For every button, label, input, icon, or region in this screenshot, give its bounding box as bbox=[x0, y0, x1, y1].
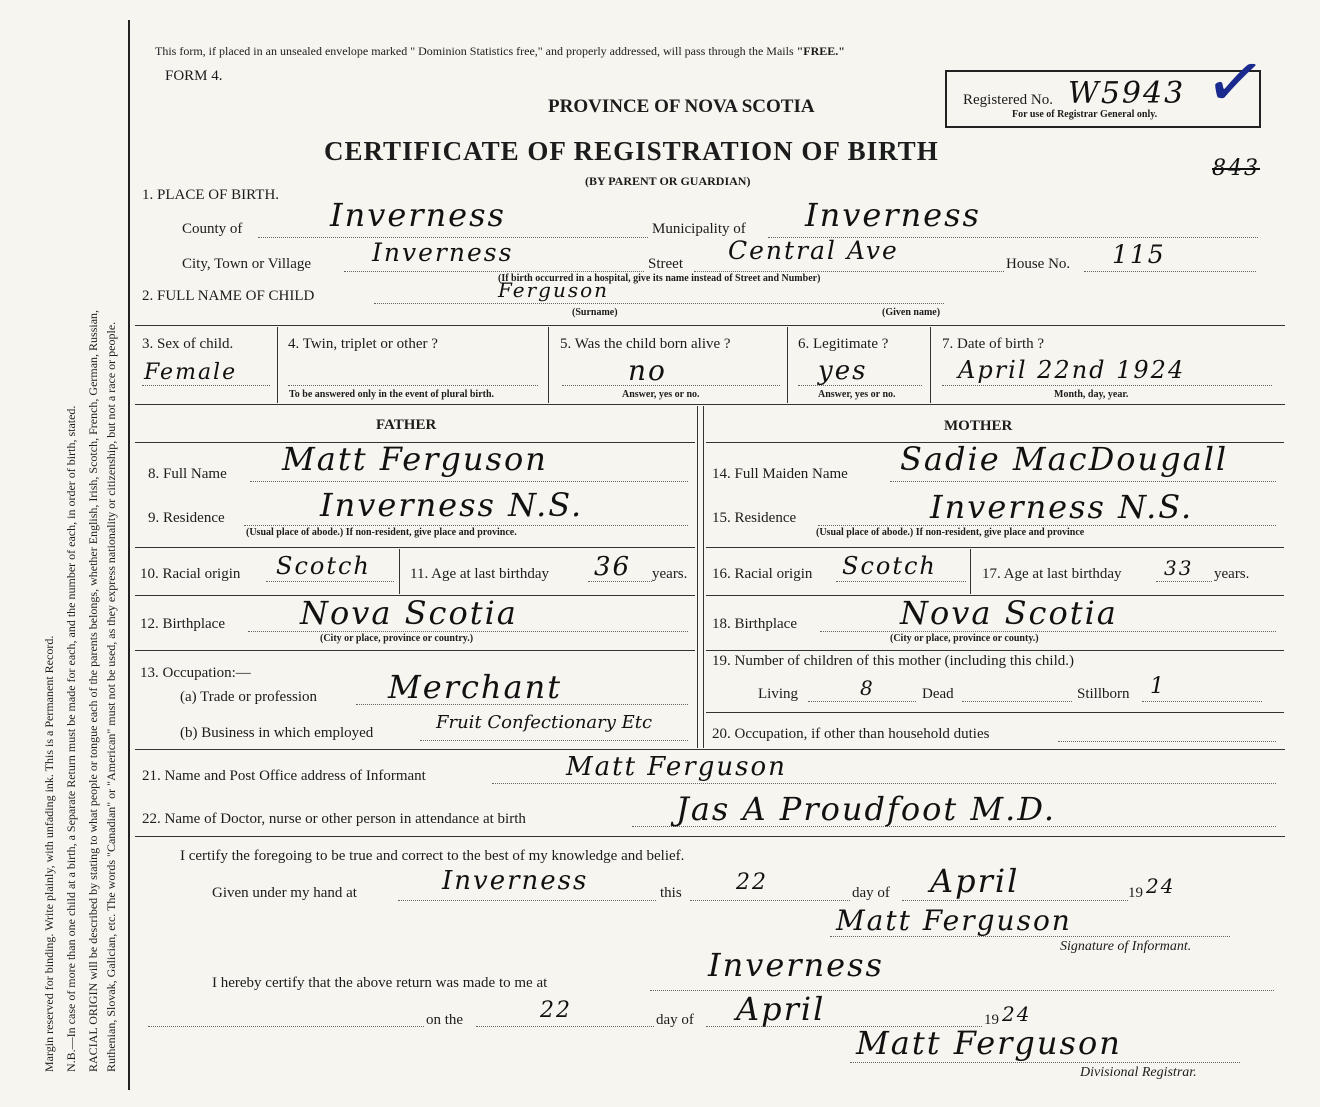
stillborn-value: 1 bbox=[1150, 674, 1166, 699]
mother-age-value: 33 bbox=[1164, 556, 1194, 580]
mother-age-line bbox=[1156, 581, 1212, 582]
year-prefix: 19 bbox=[1128, 885, 1143, 901]
mother-name-line bbox=[890, 481, 1276, 482]
municipality-value: Inverness bbox=[805, 196, 981, 234]
city-value: Inverness bbox=[372, 238, 514, 267]
check-mark-icon: ✓ bbox=[1199, 36, 1271, 128]
registrar-signature-line bbox=[850, 1062, 1240, 1063]
informant-label: 21. Name and Post Office address of Informant bbox=[142, 768, 426, 784]
registrar-text: I hereby certify that the above return was made to me at bbox=[212, 975, 548, 991]
given-name-note: (Given name) bbox=[882, 307, 941, 318]
father-heading: FATHER bbox=[376, 417, 437, 433]
father-trade-value: Merchant bbox=[388, 668, 563, 706]
father-race-label: 10. Racial origin bbox=[140, 566, 241, 582]
registrar-month-value: April bbox=[736, 990, 826, 1028]
mother-race-divider bbox=[970, 549, 971, 594]
city-line bbox=[344, 271, 644, 272]
stillborn-line bbox=[1142, 701, 1262, 702]
given-place-line bbox=[398, 900, 656, 901]
informant-line bbox=[492, 783, 1276, 784]
margin-note-2: N.B.—In case of more than one child at a birth, a Separate Return must be made for each, and the number of each, in order of birth, stated. bbox=[64, 405, 78, 1072]
mother-race-label: 16. Racial origin bbox=[712, 566, 813, 582]
informant-value: Matt Ferguson bbox=[566, 752, 787, 782]
mail-notice-free: "FREE." bbox=[796, 44, 845, 58]
certify-text: I certify the foregoing to be true and correct to the best of my knowledge and belief. bbox=[180, 848, 685, 864]
margin-note-1: Margin reserved for binding. Write plainly, with unfading ink. This is a Permanent Record. bbox=[42, 635, 56, 1072]
mother-residence-value: Inverness N.S. bbox=[930, 488, 1194, 526]
registrar-day-of-label: day of bbox=[656, 1012, 694, 1028]
certificate-title: CERTIFICATE OF REGISTRATION OF BIRTH bbox=[324, 136, 939, 166]
legitimate-note: Answer, yes or no. bbox=[818, 389, 896, 400]
father-age-value: 36 bbox=[594, 552, 632, 582]
dob-note: Month, day, year. bbox=[1054, 389, 1129, 400]
father-name-label: 8. Full Name bbox=[148, 466, 227, 482]
row-rule-top bbox=[135, 325, 1285, 326]
father-race-value: Scotch bbox=[276, 552, 371, 580]
father-trade-label: (a) Trade or profession bbox=[180, 689, 318, 705]
twin-line bbox=[288, 385, 538, 386]
form-number: FORM 4. bbox=[165, 68, 223, 84]
mother-birthplace-value: Nova Scotia bbox=[900, 594, 1118, 632]
dob-value: April 22nd 1924 bbox=[958, 356, 1186, 384]
mother-name-value: Sadie MacDougall bbox=[900, 440, 1229, 478]
father-occupation-label: 13. Occupation:— bbox=[140, 665, 251, 681]
living-value: 8 bbox=[860, 676, 875, 700]
house-line bbox=[1084, 271, 1256, 272]
father-birthplace-note: (City or place, province or country.) bbox=[320, 633, 474, 644]
registrar-year-prefix: 19 bbox=[984, 1012, 999, 1028]
mother-residence-label: 15. Residence bbox=[712, 510, 797, 526]
rule-12 bbox=[135, 650, 695, 651]
registrar-day-value: 22 bbox=[540, 998, 572, 1023]
mother-age-label: 17. Age at last birthday bbox=[982, 566, 1122, 582]
certificate-subtitle: (BY PARENT OR GUARDIAN) bbox=[585, 174, 751, 188]
rule-9 bbox=[135, 547, 695, 548]
father-race-divider bbox=[399, 549, 400, 594]
center-rule-b bbox=[703, 406, 704, 748]
cert-rule bbox=[135, 836, 1285, 837]
registrar-year-value: 24 bbox=[1002, 1002, 1032, 1026]
sex-value: Female bbox=[144, 360, 238, 385]
this-label: this bbox=[660, 885, 682, 901]
margin-number: 843 bbox=[1212, 156, 1260, 181]
municipality-label: Municipality of bbox=[652, 221, 746, 237]
mother-occupation-line bbox=[1058, 741, 1276, 742]
street-value: Central Ave bbox=[728, 236, 899, 265]
street-label: Street bbox=[648, 256, 683, 272]
month-line bbox=[902, 900, 1128, 901]
father-name-value: Matt Ferguson bbox=[282, 440, 548, 478]
mail-notice bbox=[155, 44, 845, 59]
day-line bbox=[690, 900, 850, 901]
house-value: 115 bbox=[1112, 240, 1166, 269]
center-rule bbox=[697, 406, 698, 748]
rule-15 bbox=[706, 547, 1284, 548]
born-alive-value: no bbox=[628, 354, 667, 387]
registrar-only-note: For use of Registrar General only. bbox=[1012, 109, 1158, 120]
father-birthplace-value: Nova Scotia bbox=[300, 594, 518, 632]
legitimate-value: yes bbox=[818, 356, 868, 386]
hospital-note: (If birth occurred in a hospital, give its name instead of Street and Number) bbox=[498, 273, 821, 284]
doctor-value: Jas A Proudfoot M.D. bbox=[676, 790, 1056, 828]
born-alive-label: 5. Was the child born alive ? bbox=[560, 336, 731, 352]
registrar-place-value: Inverness bbox=[708, 946, 884, 984]
sex-label: 3. Sex of child. bbox=[142, 336, 234, 352]
given-label: Given under my hand at bbox=[212, 885, 357, 901]
father-age-unit: years. bbox=[652, 566, 688, 582]
margin-note-3: RACIAL ORIGIN will be described by stating to what people or tongue each of the parents belongs, whether English, Irish, Scotch, French, German, Russian, bbox=[86, 309, 100, 1072]
child-surname-value: Ferguson bbox=[498, 278, 610, 302]
col-rule-2 bbox=[548, 327, 549, 403]
dob-label: 7. Date of birth ? bbox=[942, 336, 1045, 352]
house-label: House No. bbox=[1006, 256, 1071, 272]
stillborn-label: Stillborn bbox=[1077, 686, 1130, 702]
margin-rule bbox=[128, 20, 130, 1090]
col-rule-4 bbox=[930, 327, 931, 403]
mother-occupation-label: 20. Occupation, if other than household duties bbox=[712, 726, 990, 742]
registrar-signature: Matt Ferguson bbox=[856, 1024, 1122, 1062]
mother-children-label: 19. Number of children of this mother (including this child.) bbox=[712, 653, 1075, 669]
father-business-value: Fruit Confectionary Etc bbox=[436, 712, 653, 733]
mail-notice-text: This form, if placed in an unsealed envelope marked " Dominion Statistics free," and properly addressed, will pass through the Mails bbox=[155, 44, 797, 58]
father-residence-label: 9. Residence bbox=[148, 510, 225, 526]
living-label: Living bbox=[758, 686, 798, 702]
county-label: County of bbox=[182, 221, 243, 237]
row-rule-bottom bbox=[135, 749, 1285, 750]
registrar-pre-line bbox=[148, 1026, 424, 1027]
rule-18 bbox=[706, 650, 1284, 651]
mother-name-label: 14. Full Maiden Name bbox=[712, 466, 848, 482]
county-value: Inverness bbox=[330, 196, 506, 234]
father-business-line bbox=[420, 740, 688, 741]
informant-signature-label: Signature of Informant. bbox=[1060, 939, 1192, 954]
mother-race-value: Scotch bbox=[842, 552, 937, 580]
mother-residence-note: (Usual place of abode.) If non-resident, give place and province bbox=[816, 527, 1085, 538]
place-of-birth-label: 1. PLACE OF BIRTH. bbox=[142, 187, 280, 203]
mother-age-unit: years. bbox=[1214, 566, 1250, 582]
dead-line bbox=[962, 701, 1072, 702]
row-rule-mid bbox=[135, 404, 1285, 405]
given-place-value: Inverness bbox=[442, 866, 589, 896]
street-line bbox=[694, 271, 1004, 272]
col-rule-3 bbox=[787, 327, 788, 403]
living-line bbox=[808, 701, 916, 702]
father-residence-line bbox=[244, 525, 688, 526]
born-alive-line bbox=[562, 385, 780, 386]
born-alive-note: Answer, yes or no. bbox=[622, 389, 700, 400]
child-name-label: 2. FULL NAME OF CHILD bbox=[142, 288, 315, 304]
father-residence-value: Inverness N.S. bbox=[320, 486, 584, 524]
father-birthplace-label: 12. Birthplace bbox=[140, 616, 225, 632]
father-business-label: (b) Business in which employed bbox=[180, 725, 374, 741]
sex-line bbox=[142, 385, 270, 386]
registrar-signature-label: Divisional Registrar. bbox=[1080, 1065, 1197, 1080]
doctor-label: 22. Name of Doctor, nurse or other person in attendance at birth bbox=[142, 811, 526, 827]
registrar-on-label: on the bbox=[426, 1012, 464, 1028]
registered-value: W5943 bbox=[1068, 76, 1186, 111]
mother-birthplace-label: 18. Birthplace bbox=[712, 616, 797, 632]
father-age-label: 11. Age at last birthday bbox=[410, 566, 549, 582]
child-name-line bbox=[374, 303, 944, 304]
dead-label: Dead bbox=[922, 686, 954, 702]
mother-heading: MOTHER bbox=[944, 418, 1013, 434]
father-name-line bbox=[250, 481, 688, 482]
informant-signature: Matt Ferguson bbox=[836, 904, 1072, 937]
day-value: 22 bbox=[736, 870, 768, 895]
twin-label: 4. Twin, triplet or other ? bbox=[288, 336, 438, 352]
rule-19 bbox=[706, 712, 1284, 713]
registrar-day-line bbox=[476, 1026, 654, 1027]
mother-birthplace-note: (City or place, province or county.) bbox=[890, 633, 1039, 644]
year-value: 24 bbox=[1146, 874, 1176, 898]
father-residence-note: (Usual place of abode.) If non-resident, give place and province. bbox=[246, 527, 517, 538]
surname-note: (Surname) bbox=[572, 307, 618, 318]
registered-label: Registered No. bbox=[963, 92, 1053, 108]
mother-race-line bbox=[836, 581, 966, 582]
dob-line bbox=[942, 385, 1272, 386]
day-of-label: day of bbox=[852, 885, 890, 901]
margin-note-4: Ruthenian, Slovak, Galician, etc. The words "Canadian" or "American" must not be used, as they express nationality or citizenship, but not a race or people. bbox=[104, 321, 118, 1072]
father-race-line bbox=[266, 581, 394, 582]
twin-note: To be answered only in the event of plural birth. bbox=[289, 389, 495, 400]
month-value: April bbox=[930, 862, 1020, 900]
province-heading: PROVINCE OF NOVA SCOTIA bbox=[548, 96, 815, 117]
city-label: City, Town or Village bbox=[182, 256, 312, 272]
legitimate-label: 6. Legitimate ? bbox=[798, 336, 889, 352]
col-rule-1 bbox=[277, 327, 278, 403]
